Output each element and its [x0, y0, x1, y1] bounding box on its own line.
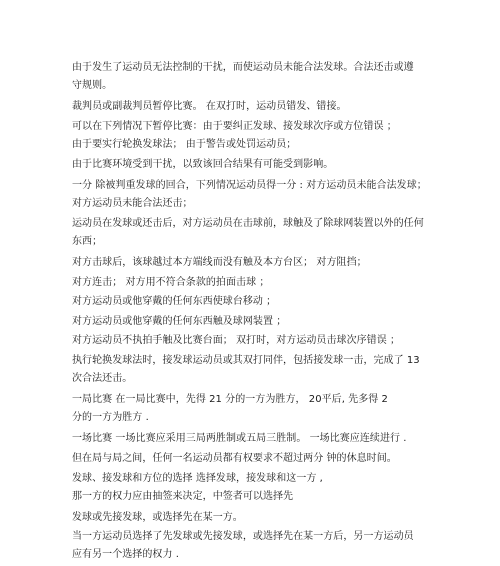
text-line: 可以在下列情况下暂停比赛：由于要纠正发球、接发球次序或方位错误 ；: [72, 121, 397, 132]
text-line: 裁判员或副裁判员暂停比赛。 在双打时，运动员错发、错接。: [72, 101, 347, 112]
text-line: 由于要实行轮换发球法； 由于警告或处罚运动员；: [72, 139, 297, 150]
text-line: 由于比赛环境受到干扰，以致该回合结果有可能受到影响。: [72, 159, 334, 170]
text-line: 对方连击； 对方用不符合条款的拍面击球 ；: [72, 277, 270, 288]
text-line: 对方运动员未能合法还击；: [72, 198, 193, 209]
text-line: 但在局与局之间，任何一名运动员都有权要求不超过两分 钟的休息时间。: [72, 453, 397, 464]
text-line: 那一方的权力应由抽签来决定，中签者可以选择先: [72, 491, 294, 502]
text-line: 发球或先接发球，或选择先在某一方。: [72, 512, 243, 523]
text-line: 对方运动员或他穿戴的任何东西使球台移动 ；: [72, 296, 277, 307]
text-line: 对方运动员不执拍手触及比赛台面； 双打时，对方运动员击球次序错误 ；: [72, 335, 401, 346]
text-line: 守规则。: [72, 80, 113, 91]
text-line: 东西；: [72, 236, 103, 247]
text-line: 对方击球后，该球越过本方端线而没有触及本方台区； 对方阻挡；: [72, 257, 367, 268]
text-line: 执行轮换发球法时，接发球运动员或其双打同伴，包括接发球一击，完成了 13: [72, 355, 420, 366]
text-line: 发球、接发球和方位的选择 选择发球，接发球和这一方 ,: [72, 473, 323, 484]
text-line: 运动员在发球或还击后，对方运动员在击球前，球触及了除球网装置以外的任何: [72, 218, 424, 229]
text-line: 应有另一个选择的权力 .: [72, 549, 179, 560]
text-line: 一场比赛 一场比赛应采用三局两胜制或五局三胜制。 一场比赛应连续进行 .: [72, 433, 407, 444]
text-line: 分的一方为胜方 .: [72, 412, 149, 423]
text-line: 一局比赛 在一局比赛中，先得 21 分的一方为胜方， 20平后, 先多得 2: [72, 394, 388, 405]
text-line: 由于发生了运动员无法控制的干扰，而使运动员未能合法发球。合法还击或遵: [72, 62, 414, 73]
text-line: 一分 除被判重发球的回合，下列情况运动员得一分 : 对方运动员未能合法发球；: [72, 180, 427, 191]
text-line: 当一方运动员选择了先发球或先接发球，或选择先在某一方后，另一方运动员: [72, 531, 414, 542]
text-line: 对方运动员或他穿戴的任何东西触及球网装置 ；: [72, 316, 287, 327]
text-line: 次合法还击。: [72, 373, 133, 384]
